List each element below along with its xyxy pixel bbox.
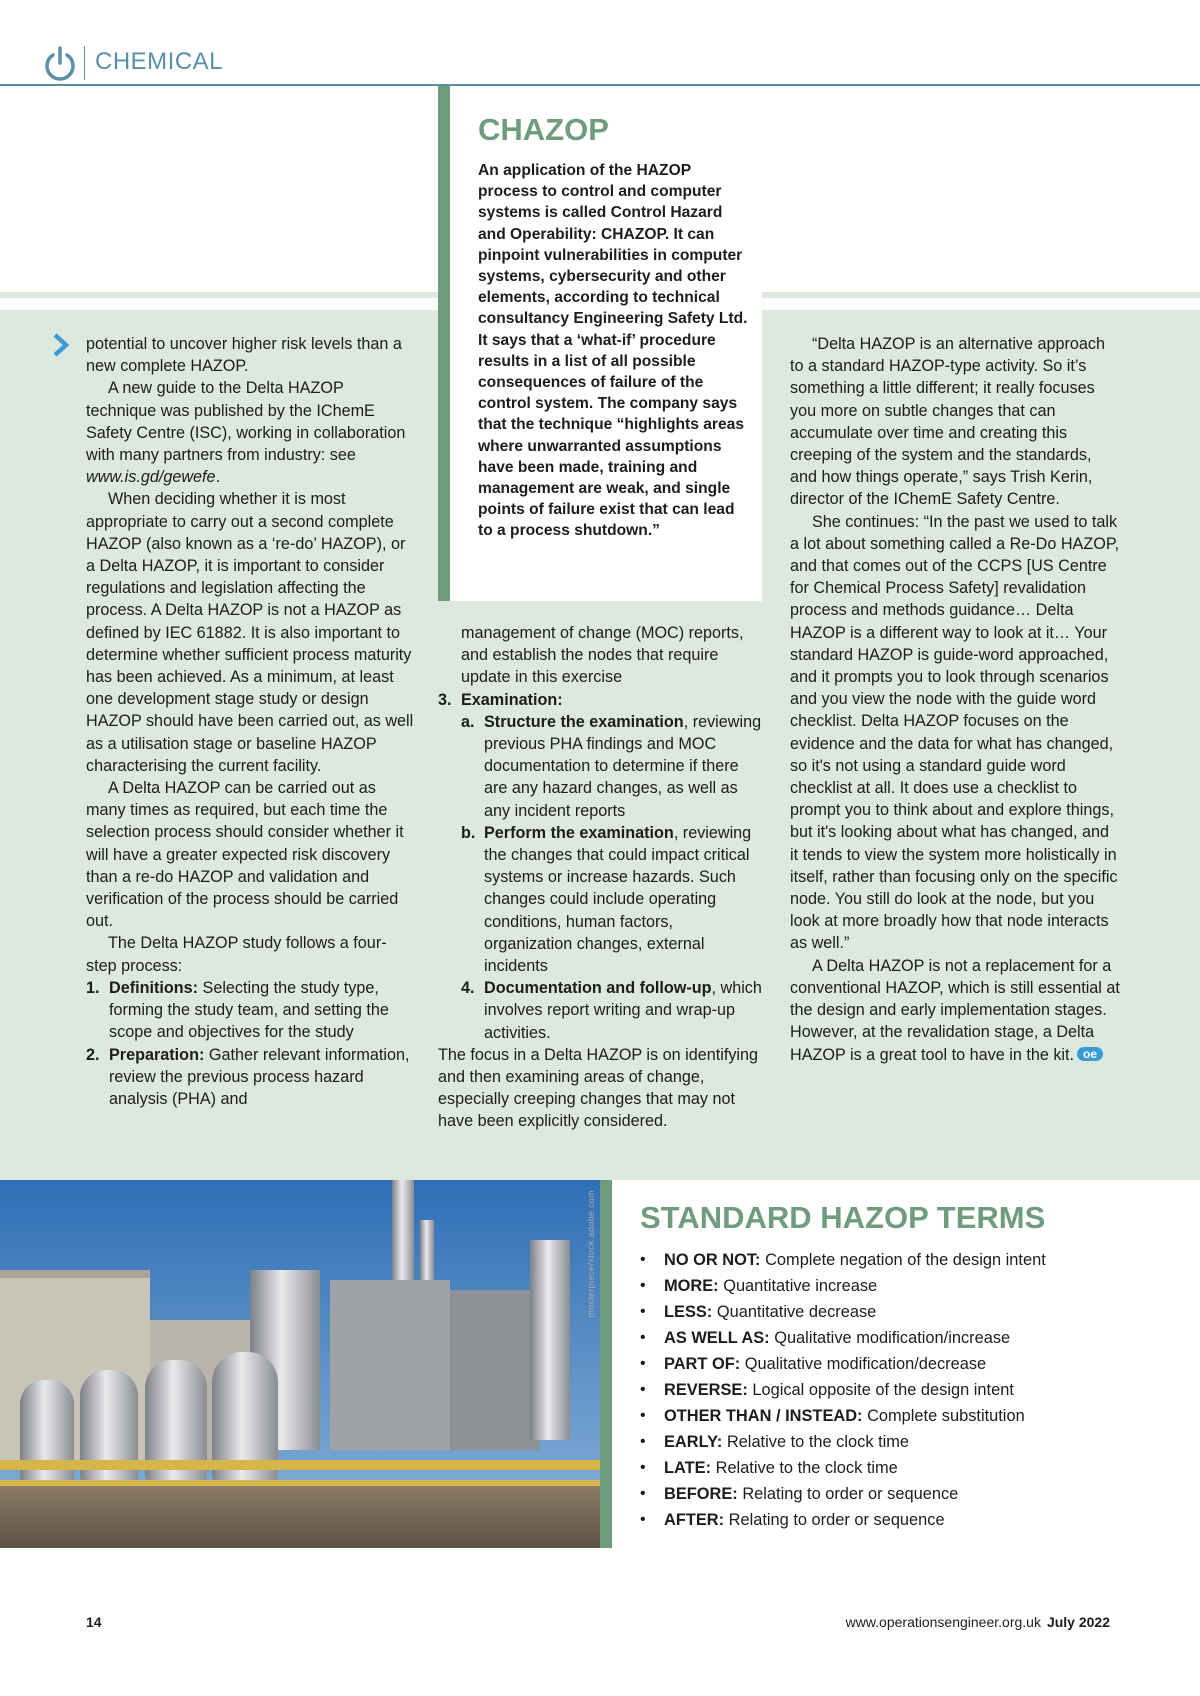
website-link[interactable]: www.operationsengineer.org.uk <box>845 1614 1041 1630</box>
term-item <box>640 1274 1180 1300</box>
list-number: 2. <box>86 1045 100 1064</box>
list-item <box>86 1044 416 1111</box>
list-number: 4. <box>461 979 475 998</box>
step-text: management of change (MOC) reports, and establish the nodes that require update in this exercise <box>461 624 744 687</box>
terms-list <box>640 1248 1180 1534</box>
photo-credit: mosterpiece/stock.adobe.com <box>586 1190 596 1318</box>
middle-column <box>438 622 763 1133</box>
term-definition: Complete negation of the design intent <box>760 1251 1046 1269</box>
paragraph: When deciding whether it is most appropriate to carry out a second complete HAZOP (also known as a ‘re-do’ HAZOP), or a Delta HAZOP, it is important to consider regulations and legislation affecting the process. A Delta HAZOP is not a HAZOP as defined by IEC 61882. It is also important to determine whether sufficient process maturity has been achieved. As a minimum, at least one development stage study or design HAZOP should have been carried out, as well as a utilisation stage or baseline HAZOP characterising the current facility. <box>86 490 414 775</box>
term-definition: Qualitative modification/increase <box>769 1329 1011 1347</box>
paragraph-text: A Delta HAZOP is not a replacement for a conventional HAZOP, which is still essential at the design and early implementation stages. However, at the revalidation stage, a Delta HAZOP is a great tool to have in the kit. <box>790 956 1120 1064</box>
list-number: 1. <box>86 978 100 997</box>
list-item <box>438 977 763 1044</box>
term-label: REVERSE: <box>664 1381 748 1399</box>
step-label: Perform the examination <box>484 823 674 842</box>
step-text: , reviewing the changes that could impact critical systems or increase hazards. Such changes could include operating conditions, human factors, organization changes, external incidents <box>484 823 752 976</box>
term-item <box>640 1508 1180 1534</box>
paragraph-text: . <box>215 468 221 487</box>
issue-date: July 2022 <box>1046 1614 1110 1630</box>
term-label: EARLY: <box>664 1433 723 1451</box>
sub-list-item <box>438 822 763 977</box>
list-item <box>86 977 416 1044</box>
term-label: LESS: <box>664 1303 713 1321</box>
step-label: Definitions: <box>109 978 199 997</box>
power-icon <box>42 44 78 84</box>
chazop-body: An application of the HAZOP process to control and computer systems is called Control Hazard and Operability: CHAZOP. It can pinpoint vulnerabilities in computer systems, cybersecurity and other elements, according to technical consultancy Engineering Safety Ltd. It says that a ‘what-if’ procedure results in a list of all possible consequences of failure of the control system. The company says that the technique “highlights areas where unwarranted assumptions have been made, training and management are weak, and single points of failure exist that can lead to a process shutdown.” <box>478 162 748 540</box>
paragraph: A Delta HAZOP can be carried out as many times as required, but each time the selection process should consider whether it will have a greater expected risk discovery than a re-do HAZOP and validation and verification of the process should be carried out. <box>86 779 404 931</box>
list-item <box>438 689 763 711</box>
guide-link[interactable]: www.is.gd/gewefe <box>86 468 216 487</box>
step-text: , reviewing previous PHA findings and MOC documentation to determine if there are any hazard changes, as well as any incident reports <box>484 712 762 820</box>
step-label: Examination: <box>461 690 563 709</box>
term-item <box>640 1248 1180 1274</box>
step-label: Structure the examination <box>484 712 684 731</box>
term-label: MORE: <box>664 1277 719 1295</box>
term-item <box>640 1482 1180 1508</box>
left-column <box>86 333 416 1110</box>
term-item <box>640 1378 1180 1404</box>
refinery-photo <box>0 1180 600 1548</box>
chazop-accent-rule <box>438 86 450 601</box>
term-definition: Quantitative increase <box>718 1277 878 1295</box>
list-number: 3. <box>438 690 452 709</box>
term-definition: Logical opposite of the design intent <box>747 1381 1014 1399</box>
term-item <box>640 1352 1180 1378</box>
paragraph: potential to uncover higher risk levels than a new complete HAZOP. <box>86 335 402 376</box>
right-column <box>790 333 1120 1066</box>
term-label: LATE: <box>664 1459 712 1477</box>
term-definition: Relating to order or sequence <box>737 1485 959 1503</box>
list-letter: a. <box>461 712 475 731</box>
step-text: Selecting the study type, forming the study team, and setting the scope and objectives for the study <box>109 978 389 1042</box>
chazop-title: CHAZOP <box>478 112 609 147</box>
terms-title: STANDARD HAZOP TERMS <box>640 1200 1046 1235</box>
paragraph <box>790 955 1120 1066</box>
photo-accent-rule <box>600 1180 612 1548</box>
term-label: AFTER: <box>664 1511 725 1529</box>
continue-arrow-icon <box>52 333 70 357</box>
list-item-continued <box>438 622 763 689</box>
term-definition: Relative to the clock time <box>711 1459 898 1477</box>
sub-list-item <box>438 711 763 822</box>
page-number: 14 <box>86 1614 102 1630</box>
term-definition: Relating to order or sequence <box>724 1511 945 1529</box>
term-label: OTHER THAN / INSTEAD: <box>664 1407 863 1425</box>
section-label: CHEMICAL <box>95 48 224 75</box>
term-definition: Quantitative decrease <box>712 1303 877 1321</box>
step-text: , which involves report writing and wrap-up activities. <box>484 979 762 1042</box>
term-item <box>640 1300 1180 1326</box>
header-divider <box>84 46 85 80</box>
paragraph: She continues: “In the past we used to talk a lot about something called a Re-Do HAZOP, and that comes out of the CCPS [US Centre for Chemical Process Safety] revalidation process and methods guidance… Delta HAZOP is a different way to look at it… Your standard HAZOP is guide-word approached, and it prompts you to look through scenarios and you view the node with the guide word checklist. Delta HAZOP focuses on the evidence and the data for what has changed, so it's not using a standard guide word checklist at all. It does use a checklist to prompt you to think about and explore things, but it's looking about what has changed, and it tends to view the system more holistically in itself, rather than focusing only on the specific node. You still do look at the node, but you look at more broadly how that node interacts as well.” <box>790 512 1120 953</box>
paragraph: The focus in a Delta HAZOP is on identifying and then examining areas of change, especially creeping changes that may not have been explicitly considered. <box>438 1045 759 1131</box>
term-label: AS WELL AS: <box>664 1329 770 1347</box>
term-item <box>640 1430 1180 1456</box>
term-item <box>640 1456 1180 1482</box>
term-label: BEFORE: <box>664 1485 738 1503</box>
svg-text:oe: oe <box>1083 1046 1098 1061</box>
paragraph <box>86 377 416 488</box>
paragraph: “Delta HAZOP is an alternative approach to a standard HAZOP-type activity. So it’s something a little different; it really focuses you more on subtle changes that can accumulate over time and creating this creeping of the system and the standards, and how things operate,” says Trish Kerin, director of the IChemE Safety Centre. <box>790 335 1106 509</box>
term-label: PART OF: <box>664 1355 741 1373</box>
end-mark-logo <box>1077 1046 1103 1062</box>
step-label: Preparation: <box>109 1045 205 1064</box>
term-label: NO OR NOT: <box>664 1251 761 1269</box>
step-text: Gather relevant information, review the previous process hazard analysis (PHA) and <box>109 1045 410 1108</box>
term-item <box>640 1326 1180 1352</box>
paragraph: The Delta HAZOP study follows a four-step process: <box>86 934 387 975</box>
term-definition: Relative to the clock time <box>722 1433 910 1451</box>
list-letter: b. <box>461 823 476 842</box>
step-label: Documentation and follow-up <box>484 979 712 998</box>
term-item <box>640 1404 1180 1430</box>
term-definition: Complete substitution <box>862 1407 1025 1425</box>
term-definition: Qualitative modification/decrease <box>740 1355 987 1373</box>
paragraph-text: A new guide to the Delta HAZOP technique was published by the IChemE Safety Centre (ISC), working in collaboration with many partners from industry: see <box>86 379 406 465</box>
footer-info <box>846 1614 1110 1630</box>
